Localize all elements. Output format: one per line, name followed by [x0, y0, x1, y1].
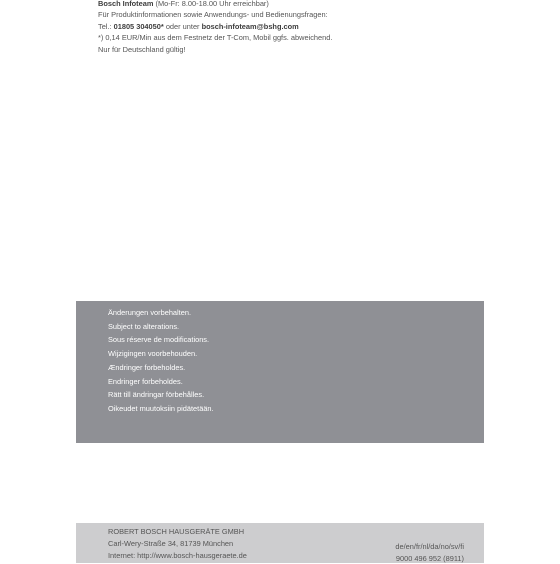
- alteration-notice-no: Endringer forbeholdes.: [108, 375, 214, 389]
- company-website: Internet: http://www.bosch-hausgeraete.de: [108, 550, 247, 562]
- pricing-footnote: *) 0,14 EUR/Min aus dem Festnetz der T-Com, Mobil ggfs. abweichend.: [98, 32, 332, 43]
- alteration-notice-fi: Oikeudet muutoksiin pidätetään.: [108, 402, 214, 416]
- alteration-notice-nl: Wijzigingen voorbehouden.: [108, 347, 214, 361]
- email-address: bosch-infoteam@bshg.com: [202, 22, 299, 31]
- alteration-notice-en: Subject to alterations.: [108, 320, 214, 334]
- contact-connector: oder unter: [164, 22, 202, 31]
- company-address-block: [108, 526, 247, 561]
- infoteam-name: Bosch Infoteam: [98, 0, 153, 8]
- alteration-notice-fr: Sous réserve de modifications.: [108, 333, 214, 347]
- validity-note: Nur für Deutschland gültig!: [98, 44, 332, 55]
- language-codes: de/en/fr/nl/da/no/sv/fi: [395, 541, 464, 553]
- infoteam-purpose: Für Produktinformationen sowie Anwendungs- und Bedienungsfragen:: [98, 9, 332, 20]
- alterations-list: [108, 306, 214, 416]
- company-name: ROBERT BOSCH HAUSGERÄTE GMBH: [108, 526, 247, 538]
- infoteam-contact-block: [98, 0, 332, 55]
- phone-number: 01805 304050*: [114, 22, 164, 31]
- alterations-panel: [76, 301, 484, 443]
- company-address: Carl-Wery-Straße 34, 81739 München: [108, 538, 247, 550]
- phone-prefix: Tel.:: [98, 22, 114, 31]
- company-footer: [76, 523, 484, 563]
- alteration-notice-de: Änderungen vorbehalten.: [108, 306, 214, 320]
- alteration-notice-sv: Rätt till ändringar förbehålles.: [108, 388, 214, 402]
- infoteam-hours: (Mo-Fr: 8.00-18.00 Uhr erreichbar): [153, 0, 268, 8]
- alteration-notice-da: Ændringer forbeholdes.: [108, 361, 214, 375]
- document-number: 9000 496 952 (8911): [395, 553, 464, 564]
- infoteam-contact-line: [98, 21, 332, 32]
- infoteam-line-hours: [98, 0, 332, 9]
- document-codes: [395, 541, 464, 564]
